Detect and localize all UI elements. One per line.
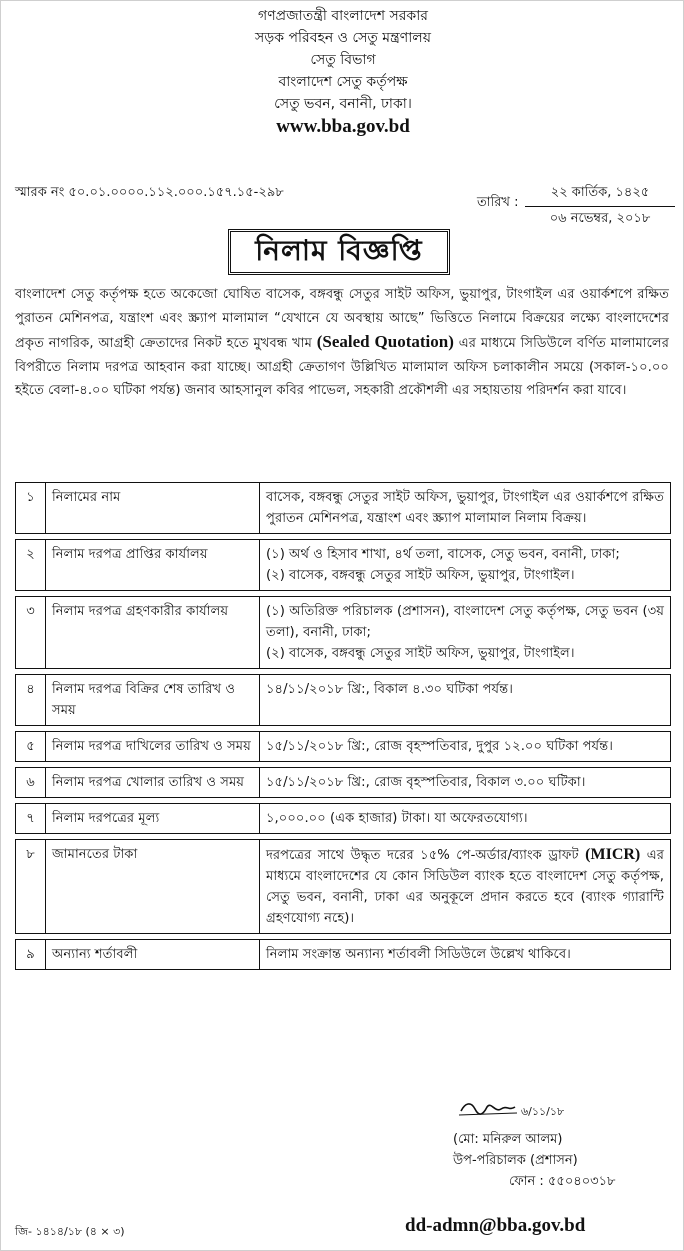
row-label: জামানতের টাকা <box>46 840 260 934</box>
row-value-line: (২) বাসেক, বঙ্গবন্ধু সেতুর সাইট অফিস, ভুয়াপুর, টাংগাইল। <box>266 568 575 583</box>
publication-code: জি- ১৪১৪/১৮ (৪ × ৩) <box>15 1225 125 1238</box>
row-number: ৮ <box>16 840 46 934</box>
government-name: গণপ্রজাতন্ত্রী বাংলাদেশ সরকার <box>258 8 428 24</box>
memo-number: স্মারক নং ৫০.০১.০০০০.১১২.০০০.১৫৭.১৫-২৯৮ <box>15 185 284 200</box>
row-number: ১ <box>16 483 46 534</box>
table-row <box>16 540 671 591</box>
authority-name: বাংলাদেশ সেতু কর্তৃপক্ষ <box>278 74 408 90</box>
row-value: নিলাম সংক্রান্ত অন্যান্য শর্তাবলী সিডিউলে উল্লেখ থাকিবে। <box>260 940 671 970</box>
website-url: www.bba.gov.bd <box>276 116 410 137</box>
table-row <box>16 597 671 669</box>
notice-title: নিলাম বিজ্ঞপ্তি <box>255 233 423 267</box>
letterhead <box>1 5 684 139</box>
row-value-line: (১) অতিরিক্ত পরিচালক (প্রশাসন), বাংলাদেশ সেতু কর্তৃপক্ষ, সেতু ভবন (৩য় তলা), বনানী, ঢাকা; <box>266 604 664 640</box>
table-row <box>16 483 671 534</box>
row-value-part: এর মাধ্যমে বাংলাদেশের যে কোন সিডিউল ব্যাংক হতে বাংলাদেশ সেতু কর্তৃপক্ষ, সেতু ভবন, বনানী, ঢাকা এর অনুকূলে প্রদান করতে হবে (ব্যাংক গ্যারান্টি গ্রহণযোগ্য নহে)। <box>266 848 665 926</box>
row-number: ৩ <box>16 597 46 669</box>
row-value: ১,০০০.০০ (এক হাজার) টাকা। যা অফেরতযোগ্য। <box>260 804 671 834</box>
signatory-designation: উপ-পরিচালক (প্রশাসন) <box>453 1153 578 1168</box>
row-label: নিলাম দরপত্র গ্রহণকারীর কার্যালয় <box>46 597 260 669</box>
memo-row <box>15 183 675 227</box>
row-value-line: (২) বাসেক, বঙ্গবন্ধু সেতুর সাইট অফিস, ভুয়াপুর, টাংগাইল। <box>266 646 575 661</box>
row-number: ৯ <box>16 940 46 970</box>
date-box <box>525 183 675 230</box>
row-number: ৪ <box>16 675 46 726</box>
row-value: ১৫/১১/২০১৮ খ্রি:, রোজ বৃহস্পতিবার, বিকাল ৩.০০ ঘটিকা। <box>260 768 671 798</box>
row-value-english-term: (MICR) <box>585 846 641 863</box>
row-value <box>260 597 671 669</box>
signature-date: ৬/১১/১৮ <box>521 1105 565 1118</box>
date-label: তারিখ : <box>477 195 519 210</box>
row-label: নিলাম দরপত্র খোলার তারিখ ও সময় <box>46 768 260 798</box>
row-value <box>260 540 671 591</box>
table-row <box>16 840 671 934</box>
table-row <box>16 732 671 762</box>
intro-text-part2: এর মাধ্যমে সিডিউলে বর্ণিত মালামালের বিপরীতে নিলাম দরপত্র আহবান করা যাচ্ছে। আগ্রহী ক্রেতাগণ উল্লিখিত মালামাল অফিস চলাকালীন সময়ে (সকাল-১০.০০ হইতে বেলা-৪.০০ ঘটিকা পর্যন্ত) জনাব আহসানুল কবির পাভেল, সহকারী প্রকৌশলী এর সহায়তায় পরিদর্শন করা যাবে। <box>15 336 669 399</box>
row-number: ২ <box>16 540 46 591</box>
office-address: সেতু ভবন, বনানী, ঢাকা। <box>274 96 412 112</box>
row-value: ১৪/১১/২০১৮ খ্রি:, বিকাল ৪.৩০ ঘটিকা পর্যন্ত। <box>260 675 671 726</box>
row-value: বাসেক, বঙ্গবন্ধু সেতুর সাইট অফিস, ভুয়াপুর, টাংগাইল এর ওয়ার্কশপে রক্ষিত পুরাতন মেশিনপত্র, যন্ত্রাংশ এবং স্ক্র্যাপ মালামাল নিলাম বিক্রয়। <box>260 483 671 534</box>
row-label: নিলামের নাম <box>46 483 260 534</box>
auction-details-table <box>15 482 671 970</box>
date-english: ০৬ নভেম্বর, ২০১৮ <box>549 211 651 226</box>
signatory-phone: ফোন : ৫৫০৪০৩১৮ <box>509 1174 616 1189</box>
intro-paragraph <box>15 283 669 403</box>
row-label: অন্যান্য শর্তাবলী <box>46 940 260 970</box>
table-row <box>16 940 671 970</box>
row-value-line: (১) অর্থ ও হিসাব শাখা, ৪র্থ তলা, বাসেক, সেতু ভবন, বনানী, ঢাকা; <box>266 547 620 562</box>
ministry-name: সড়ক পরিবহন ও সেতু মন্ত্রণালয় <box>255 30 431 46</box>
row-label: নিলাম দরপত্রের মূল্য <box>46 804 260 834</box>
table-row <box>16 675 671 726</box>
row-number: ৬ <box>16 768 46 798</box>
row-value <box>260 840 671 934</box>
table-row <box>16 804 671 834</box>
signatory-block <box>453 1129 616 1192</box>
division-name: সেতু বিভাগ <box>310 52 376 68</box>
row-label: নিলাম দরপত্র প্রাপ্তির কার্যালয় <box>46 540 260 591</box>
row-label: নিলাম দরপত্র দাখিলের তারিখ ও সময় <box>46 732 260 762</box>
row-value: ১৫/১১/২০১৮ খ্রি:, রোজ বৃহস্পতিবার, দুপুর ১২.০০ ঘটিকা পর্যন্ত। <box>260 732 671 762</box>
row-label: নিলাম দরপত্র বিক্রির শেষ তারিখ ও সময় <box>46 675 260 726</box>
row-value-part: দরপত্রের সাথে উদ্ধৃত দরের ১৫% পে-অর্ডার/ব্যাংক ড্রাফট <box>266 848 586 863</box>
signatory-name: (মো: মনিরুল আলম) <box>453 1132 563 1147</box>
table-row <box>16 768 671 798</box>
row-number: ৫ <box>16 732 46 762</box>
row-number: ৭ <box>16 804 46 834</box>
signatory-email: dd-admn@bba.gov.bd <box>405 1215 586 1236</box>
intro-english-term: (Sealed Quotation) <box>316 332 454 352</box>
date-bangla: ২২ কার্তিক, ১৪২৫ <box>525 183 675 207</box>
handwritten-signature <box>457 1095 577 1125</box>
notice-title-box <box>228 229 450 275</box>
intro-text-part1: বাংলাদেশ সেতু কর্তৃপক্ষ হতে অকেজো ঘোষিত বাসেক, বঙ্গবন্ধু সেতুর সাইট অফিস, ভুয়াপুর, টাংগাইল এর ওয়ার্কশপে রক্ষিত পুরাতন মেশিনপত্র, যন্ত্রাংশ এবং স্ক্র্যাপ মালামাল “যেখানে যে অবস্থায় আছে” ভিত্তিতে নিলামে বিক্রয়ের লক্ষ্যে বাংলাদেশের প্রকৃত নাগরিক, আগ্রহী ক্রেতাদের নিকট হতে মুখবন্ধ খাম <box>15 287 669 352</box>
